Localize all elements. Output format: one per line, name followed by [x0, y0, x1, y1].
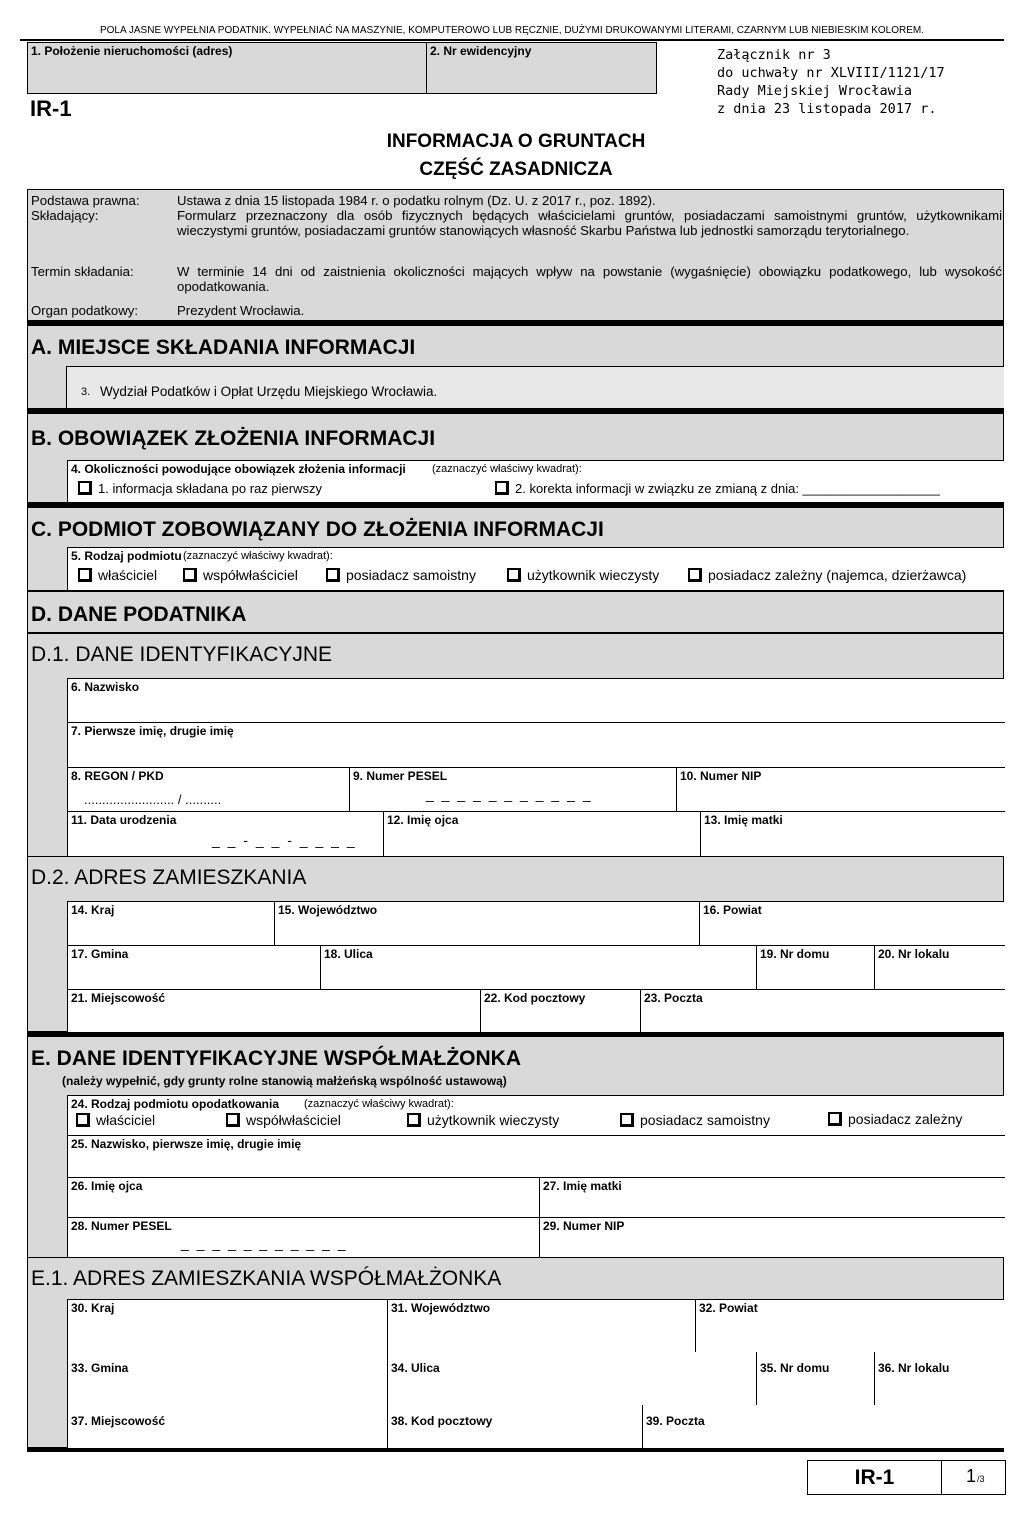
- field-17-label: 17. Gmina: [71, 947, 129, 961]
- field-30-label: 30. Kraj: [71, 1301, 115, 1315]
- d2-fields: [67, 901, 1004, 1033]
- form-title-line-1: INFORMACJA O GRUNTACH: [386, 131, 646, 152]
- field-25-label: 25. Nazwisko, pierwsze imię, drugie imię: [71, 1137, 302, 1151]
- section-c-title: C. PODMIOT ZOBOWIĄZANY DO ZŁOŻENIA INFORMACJI: [31, 518, 604, 541]
- field-10[interactable]: [677, 768, 1005, 812]
- d1-fields: [67, 678, 1004, 856]
- info-block: [27, 189, 1004, 321]
- checkbox-icon[interactable]: [76, 1113, 90, 1127]
- field-registry-number[interactable]: [426, 42, 657, 94]
- spouse-option-co-owner-label: współwłaściciel: [246, 1112, 341, 1128]
- footer-page-number: 1: [966, 1466, 977, 1486]
- divider: [28, 632, 1004, 634]
- field-24-hint: (zaznaczyć właściwy kwadrat):: [304, 1098, 454, 1110]
- field-5-label: 5. Rodzaj podmiotu: [71, 549, 182, 563]
- field-34-label: 34. Ulica: [391, 1361, 440, 1375]
- attachment-line-2: do uchwały nr XLVIII/1121/17: [717, 65, 945, 81]
- field-13-label: 13. Imię matki: [704, 813, 783, 827]
- field-14[interactable]: [68, 902, 275, 946]
- field-16[interactable]: [700, 902, 1005, 946]
- field-9-dashes: _ _ _ _ _ _ _ _ _ _ _: [426, 786, 593, 802]
- field-21-label: 21. Miejscowość: [71, 991, 166, 1005]
- section-d1-title: D.1. DANE IDENTYFIKACYJNE: [31, 643, 333, 666]
- field-24: [68, 1096, 1005, 1136]
- option-owner-label: właściciel: [98, 567, 158, 583]
- field-33-label: 33. Gmina: [71, 1361, 129, 1375]
- section-d2-title: D.2. ADRES ZAMIESZKANIA: [31, 866, 307, 889]
- section-e: [27, 1036, 1004, 1448]
- field-4-box: [67, 460, 1004, 502]
- footer-page-total: /3: [977, 1474, 985, 1484]
- attachment-line-1: Załącznik nr 3: [717, 47, 831, 63]
- section-d-title: D. DANE PODATNIKA: [31, 603, 247, 626]
- organ-label: Organ podatkowy:: [31, 303, 139, 318]
- field-12[interactable]: [384, 812, 701, 857]
- e1-fields: [67, 1299, 1004, 1448]
- field-13[interactable]: [701, 812, 1005, 857]
- field-26[interactable]: [68, 1178, 540, 1218]
- field-15-label: 15. Województwo: [278, 903, 378, 917]
- field-28-label: 28. Numer PESEL: [71, 1219, 172, 1233]
- spouse-option-owner[interactable]: [76, 1112, 155, 1128]
- field-19[interactable]: [757, 946, 875, 990]
- field-23-label: 23. Poczta: [644, 991, 703, 1005]
- termin-label: Termin składania:: [31, 264, 134, 279]
- field-8-placeholder: ......................... / ..........: [84, 792, 222, 807]
- field-15[interactable]: [275, 902, 700, 946]
- footer-page-box: [941, 1460, 1006, 1495]
- section-b-title: B. OBOWIĄZEK ZŁOŻENIA INFORMACJI: [31, 427, 436, 450]
- field-11-dashes: _ _ - _ _ - _ _ _ _: [212, 832, 357, 848]
- option-independent-holder-label: posiadacz samoistny: [346, 567, 476, 583]
- field-7[interactable]: [68, 723, 1005, 768]
- field-18[interactable]: [321, 946, 757, 990]
- field-11[interactable]: [68, 812, 384, 857]
- attachment-note: [717, 46, 945, 118]
- field-10-label: 10. Numer NIP: [680, 769, 762, 783]
- spouse-option-dependent-holder[interactable]: [828, 1111, 962, 1127]
- field-37[interactable]: [68, 1405, 388, 1449]
- field-27-label: 27. Imię matki: [543, 1179, 622, 1193]
- field-32-label: 32. Powiat: [699, 1301, 758, 1315]
- field-12-label: 12. Imię ojca: [387, 813, 459, 827]
- field-31-label: 31. Województwo: [391, 1301, 491, 1315]
- field-35[interactable]: [757, 1352, 875, 1405]
- field-26-label: 26. Imię ojca: [71, 1179, 143, 1193]
- field-24-label: 24. Rodzaj podmiotu opodatkowania: [71, 1097, 280, 1111]
- section-a: [27, 325, 1004, 409]
- field-38-label: 38. Kod pocztowy: [391, 1414, 493, 1428]
- field-20-label: 20. Nr lokalu: [878, 947, 950, 961]
- field-4-label: 4. Okoliczności powodujące obowiązek złożenia informacji: [71, 462, 406, 476]
- skladajacy-text: Formularz przeznaczony dla osób fizycznych będących właścicielami gruntów, posiadaczami samoistnymi gruntów, użytkownikami wieczystymi gruntów, posiadaczami gruntów stanowiących własność Skarbu Państwa lub jednostki samorządu terytorialnego.: [177, 208, 1002, 238]
- option-perpetual-user-label: użytkownik wieczysty: [527, 567, 660, 583]
- field-20[interactable]: [875, 946, 1005, 990]
- field-35-label: 35. Nr domu: [760, 1361, 830, 1375]
- footer-form-code: IR-1: [854, 1466, 895, 1489]
- field-8[interactable]: [68, 768, 350, 812]
- termin-text: W terminie 14 dni od zaistnienia okoliczności mających wpływ na powstanie (wygaśnięcie) obowiązku podatkowego, lub wysokość opodatkowania.: [177, 264, 1002, 294]
- footer-form-code-box: [807, 1460, 942, 1495]
- checkbox-icon[interactable]: [183, 568, 197, 582]
- form-title: [0, 128, 1024, 184]
- field-19-label: 19. Nr domu: [760, 947, 830, 961]
- section-e-title: E. DANE IDENTYFIKACYJNE WSPÓŁMAŁŻONKA: [31, 1047, 522, 1070]
- option-owner[interactable]: [78, 567, 157, 583]
- field-21[interactable]: [68, 990, 481, 1034]
- field-37-label: 37. Miejscowość: [71, 1414, 166, 1428]
- option-independent-holder[interactable]: [326, 567, 476, 583]
- form-title-line-2: CZĘŚĆ ZASADNICZA: [419, 159, 613, 180]
- section-a-title: A. MIEJSCE SKŁADANIA INFORMACJI: [31, 336, 416, 359]
- field-38[interactable]: [388, 1405, 643, 1449]
- section-b: [27, 413, 1004, 503]
- field-18-label: 18. Ulica: [324, 947, 373, 961]
- field-registry-number-label: 2. Nr ewidencyjny: [430, 44, 532, 58]
- field-28[interactable]: [68, 1218, 540, 1258]
- field-28-dashes: _ _ _ _ _ _ _ _ _ _ _: [181, 1235, 348, 1251]
- field-11-label: 11. Data urodzenia: [71, 813, 177, 827]
- field-36-label: 36. Nr lokalu: [878, 1361, 950, 1375]
- organ-text: Prezydent Wrocławia.: [177, 303, 305, 318]
- checkbox-icon[interactable]: [507, 568, 521, 582]
- option-correction-label: 2. korekta informacji w związku ze zmianą z dnia: ___________________: [515, 481, 940, 496]
- field-8-label: 8. REGON / PKD: [71, 769, 164, 783]
- field-6-label: 6. Nazwisko: [71, 680, 140, 694]
- checkbox-icon[interactable]: [828, 1112, 842, 1126]
- field-4-hint: (zaznaczyć właściwy kwadrat):: [432, 463, 582, 475]
- option-co-owner[interactable]: [183, 567, 298, 583]
- field-29[interactable]: [540, 1218, 1005, 1258]
- option-co-owner-label: współwłaściciel: [203, 567, 298, 583]
- top-rule: [20, 39, 1004, 41]
- divider: [27, 1448, 1004, 1452]
- field-14-label: 14. Kraj: [71, 903, 115, 917]
- checkbox-icon[interactable]: [78, 568, 92, 582]
- checkbox-icon[interactable]: [620, 1113, 634, 1127]
- field-3-number: 3.: [81, 386, 91, 398]
- option-first-submission[interactable]: [78, 481, 322, 496]
- field-5-hint: (zaznaczyć właściwy kwadrat):: [183, 550, 333, 562]
- section-e1-title: E.1. ADRES ZAMIESZKANIA WSPÓŁMAŁŻONKA: [31, 1267, 502, 1290]
- field-23[interactable]: [641, 990, 1005, 1034]
- spouse-option-co-owner[interactable]: [226, 1112, 341, 1128]
- spouse-option-independent-holder-label: posiadacz samoistny: [640, 1112, 770, 1128]
- skladajacy-label: Składający:: [31, 208, 99, 223]
- field-3-text: Wydział Podatków i Opłat Urzędu Miejskiego Wrocławia.: [100, 384, 438, 399]
- section-c: [27, 507, 1004, 591]
- field-3-box[interactable]: [66, 366, 1004, 408]
- field-6[interactable]: [68, 679, 1005, 723]
- field-39[interactable]: [643, 1405, 1005, 1449]
- field-22-label: 22. Kod pocztowy: [484, 991, 586, 1005]
- spouse-option-dependent-holder-label: posiadacz zależny: [848, 1111, 963, 1127]
- checkbox-icon[interactable]: [226, 1113, 240, 1127]
- field-7-label: 7. Pierwsze imię, drugie imię: [71, 724, 234, 738]
- spouse-option-perpetual-user-label: użytkownik wieczysty: [427, 1112, 560, 1128]
- divider: [28, 1257, 1004, 1258]
- field-36[interactable]: [875, 1352, 1005, 1405]
- field-34[interactable]: [388, 1352, 757, 1405]
- e-fields: [67, 1095, 1004, 1257]
- section-d: [27, 591, 1004, 1032]
- top-notice: POLA JASNE WYPEŁNIA PODATNIK. WYPEŁNIAĆ NA MASZYNIE, KOMPUTEROWO LUB RĘCZNIE, DUŻYMI DRUKOWANYMI LITERAMI, CZARNYM LUB NIEBIESKIM KOLOREM.: [99, 25, 925, 36]
- form-code: IR-1: [30, 96, 72, 121]
- field-25[interactable]: [68, 1136, 1005, 1178]
- divider: [28, 856, 1004, 857]
- checkbox-icon[interactable]: [495, 481, 509, 495]
- option-first-submission-label: 1. informacja składana po raz pierwszy: [98, 481, 322, 496]
- attachment-line-3: Rady Miejskiej Wrocławia: [717, 83, 913, 99]
- option-correction[interactable]: [495, 481, 940, 496]
- attachment-line-4: z dnia 23 listopada 2017 r.: [717, 101, 937, 117]
- field-16-label: 16. Powiat: [703, 903, 762, 917]
- field-31[interactable]: [388, 1300, 696, 1352]
- checkbox-icon[interactable]: [326, 568, 340, 582]
- field-22[interactable]: [481, 990, 641, 1034]
- field-32[interactable]: [696, 1300, 1005, 1352]
- field-9[interactable]: [350, 768, 677, 812]
- field-address[interactable]: [27, 42, 427, 94]
- spouse-option-perpetual-user[interactable]: [407, 1112, 559, 1128]
- checkbox-icon[interactable]: [78, 481, 92, 495]
- field-39-label: 39. Poczta: [646, 1414, 705, 1428]
- podstawa-text: Ustawa z dnia 15 listopada 1984 r. o podatku rolnym (Dz. U. z 2017 r., poz. 1892).: [177, 193, 656, 208]
- option-perpetual-user[interactable]: [507, 567, 659, 583]
- section-e-subtitle: (należy wypełnić, gdy grunty rolne stanowią małżeńską wspólność ustawową): [62, 1074, 507, 1088]
- checkbox-icon[interactable]: [688, 568, 702, 582]
- field-27[interactable]: [540, 1178, 1005, 1218]
- spouse-option-owner-label: właściciel: [96, 1112, 156, 1128]
- field-30[interactable]: [68, 1300, 388, 1352]
- podstawa-label: Podstawa prawna:: [31, 193, 140, 208]
- field-17[interactable]: [68, 946, 321, 990]
- field-33[interactable]: [68, 1352, 388, 1405]
- checkbox-icon[interactable]: [407, 1113, 421, 1127]
- field-address-label: 1. Położenie nieruchomości (adres): [31, 44, 233, 58]
- field-29-label: 29. Numer NIP: [543, 1219, 625, 1233]
- field-9-label: 9. Numer PESEL: [353, 769, 448, 783]
- option-dependent-holder[interactable]: [688, 567, 966, 583]
- field-5-box: [67, 547, 1004, 590]
- option-dependent-holder-label: posiadacz zależny (najemca, dzierżawca): [708, 567, 967, 583]
- spouse-option-independent-holder[interactable]: [620, 1112, 770, 1128]
